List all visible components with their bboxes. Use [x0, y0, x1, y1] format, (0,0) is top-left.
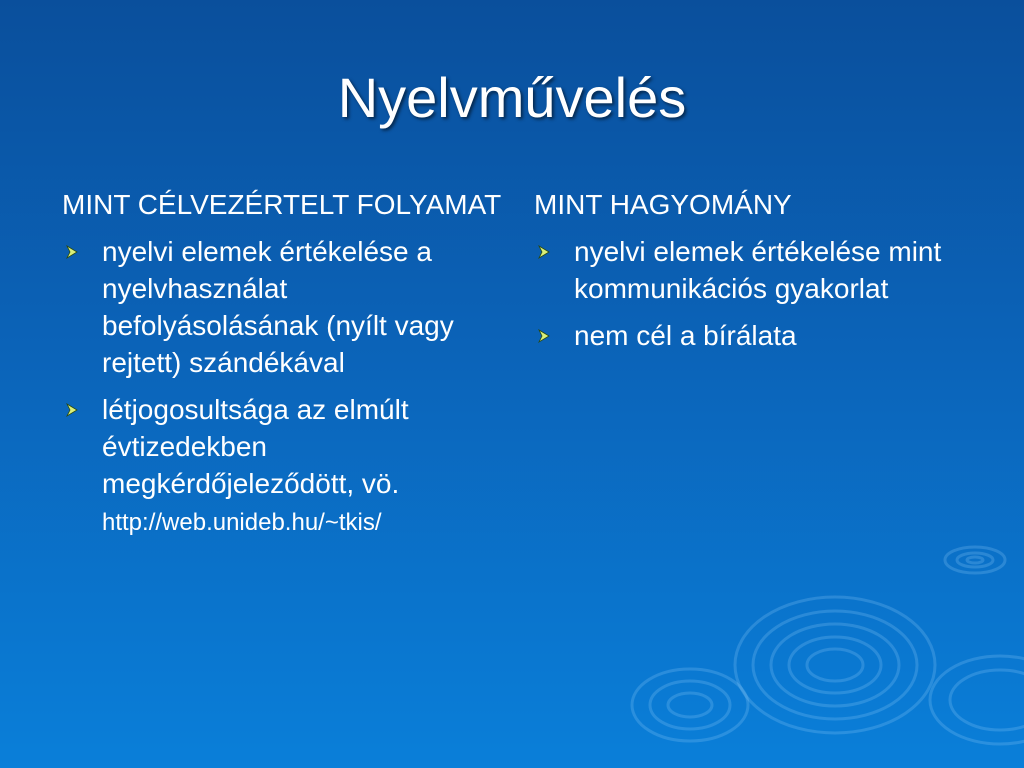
- reference-link[interactable]: http://web.unideb.hu/~tkis/: [102, 509, 382, 536]
- chevron-right-icon: [536, 328, 552, 344]
- bullet-text: nem cél a bírálata: [574, 320, 797, 351]
- list-item: [62, 391, 502, 539]
- list-item: [62, 233, 502, 381]
- left-column-heading: MINT CÉLVEZÉRTELT FOLYAMAT: [62, 189, 502, 220]
- bullet-text: nyelvi elemek értékelése a nyelvhasználat befolyásolásának (nyílt vagy rejtett) szándékával: [102, 236, 454, 378]
- list-item: [534, 317, 974, 354]
- slide-title: Nyelvművelés: [337, 66, 687, 129]
- left-bullet-list: [62, 233, 502, 539]
- right-column: [534, 186, 974, 364]
- right-column-heading: MINT HAGYOMÁNY: [534, 189, 792, 220]
- left-column: [62, 186, 502, 549]
- chevron-right-icon: [64, 402, 80, 418]
- right-bullet-list: [534, 233, 974, 354]
- bullet-text: létjogosultsága az elmúlt évtizedekben megkérdőjeleződött, vö.: [102, 394, 409, 499]
- chevron-right-icon: [64, 244, 80, 260]
- list-item: [534, 233, 974, 307]
- chevron-right-icon: [536, 244, 552, 260]
- bullet-text: nyelvi elemek értékelése mint kommunikációs gyakorlat: [574, 236, 942, 304]
